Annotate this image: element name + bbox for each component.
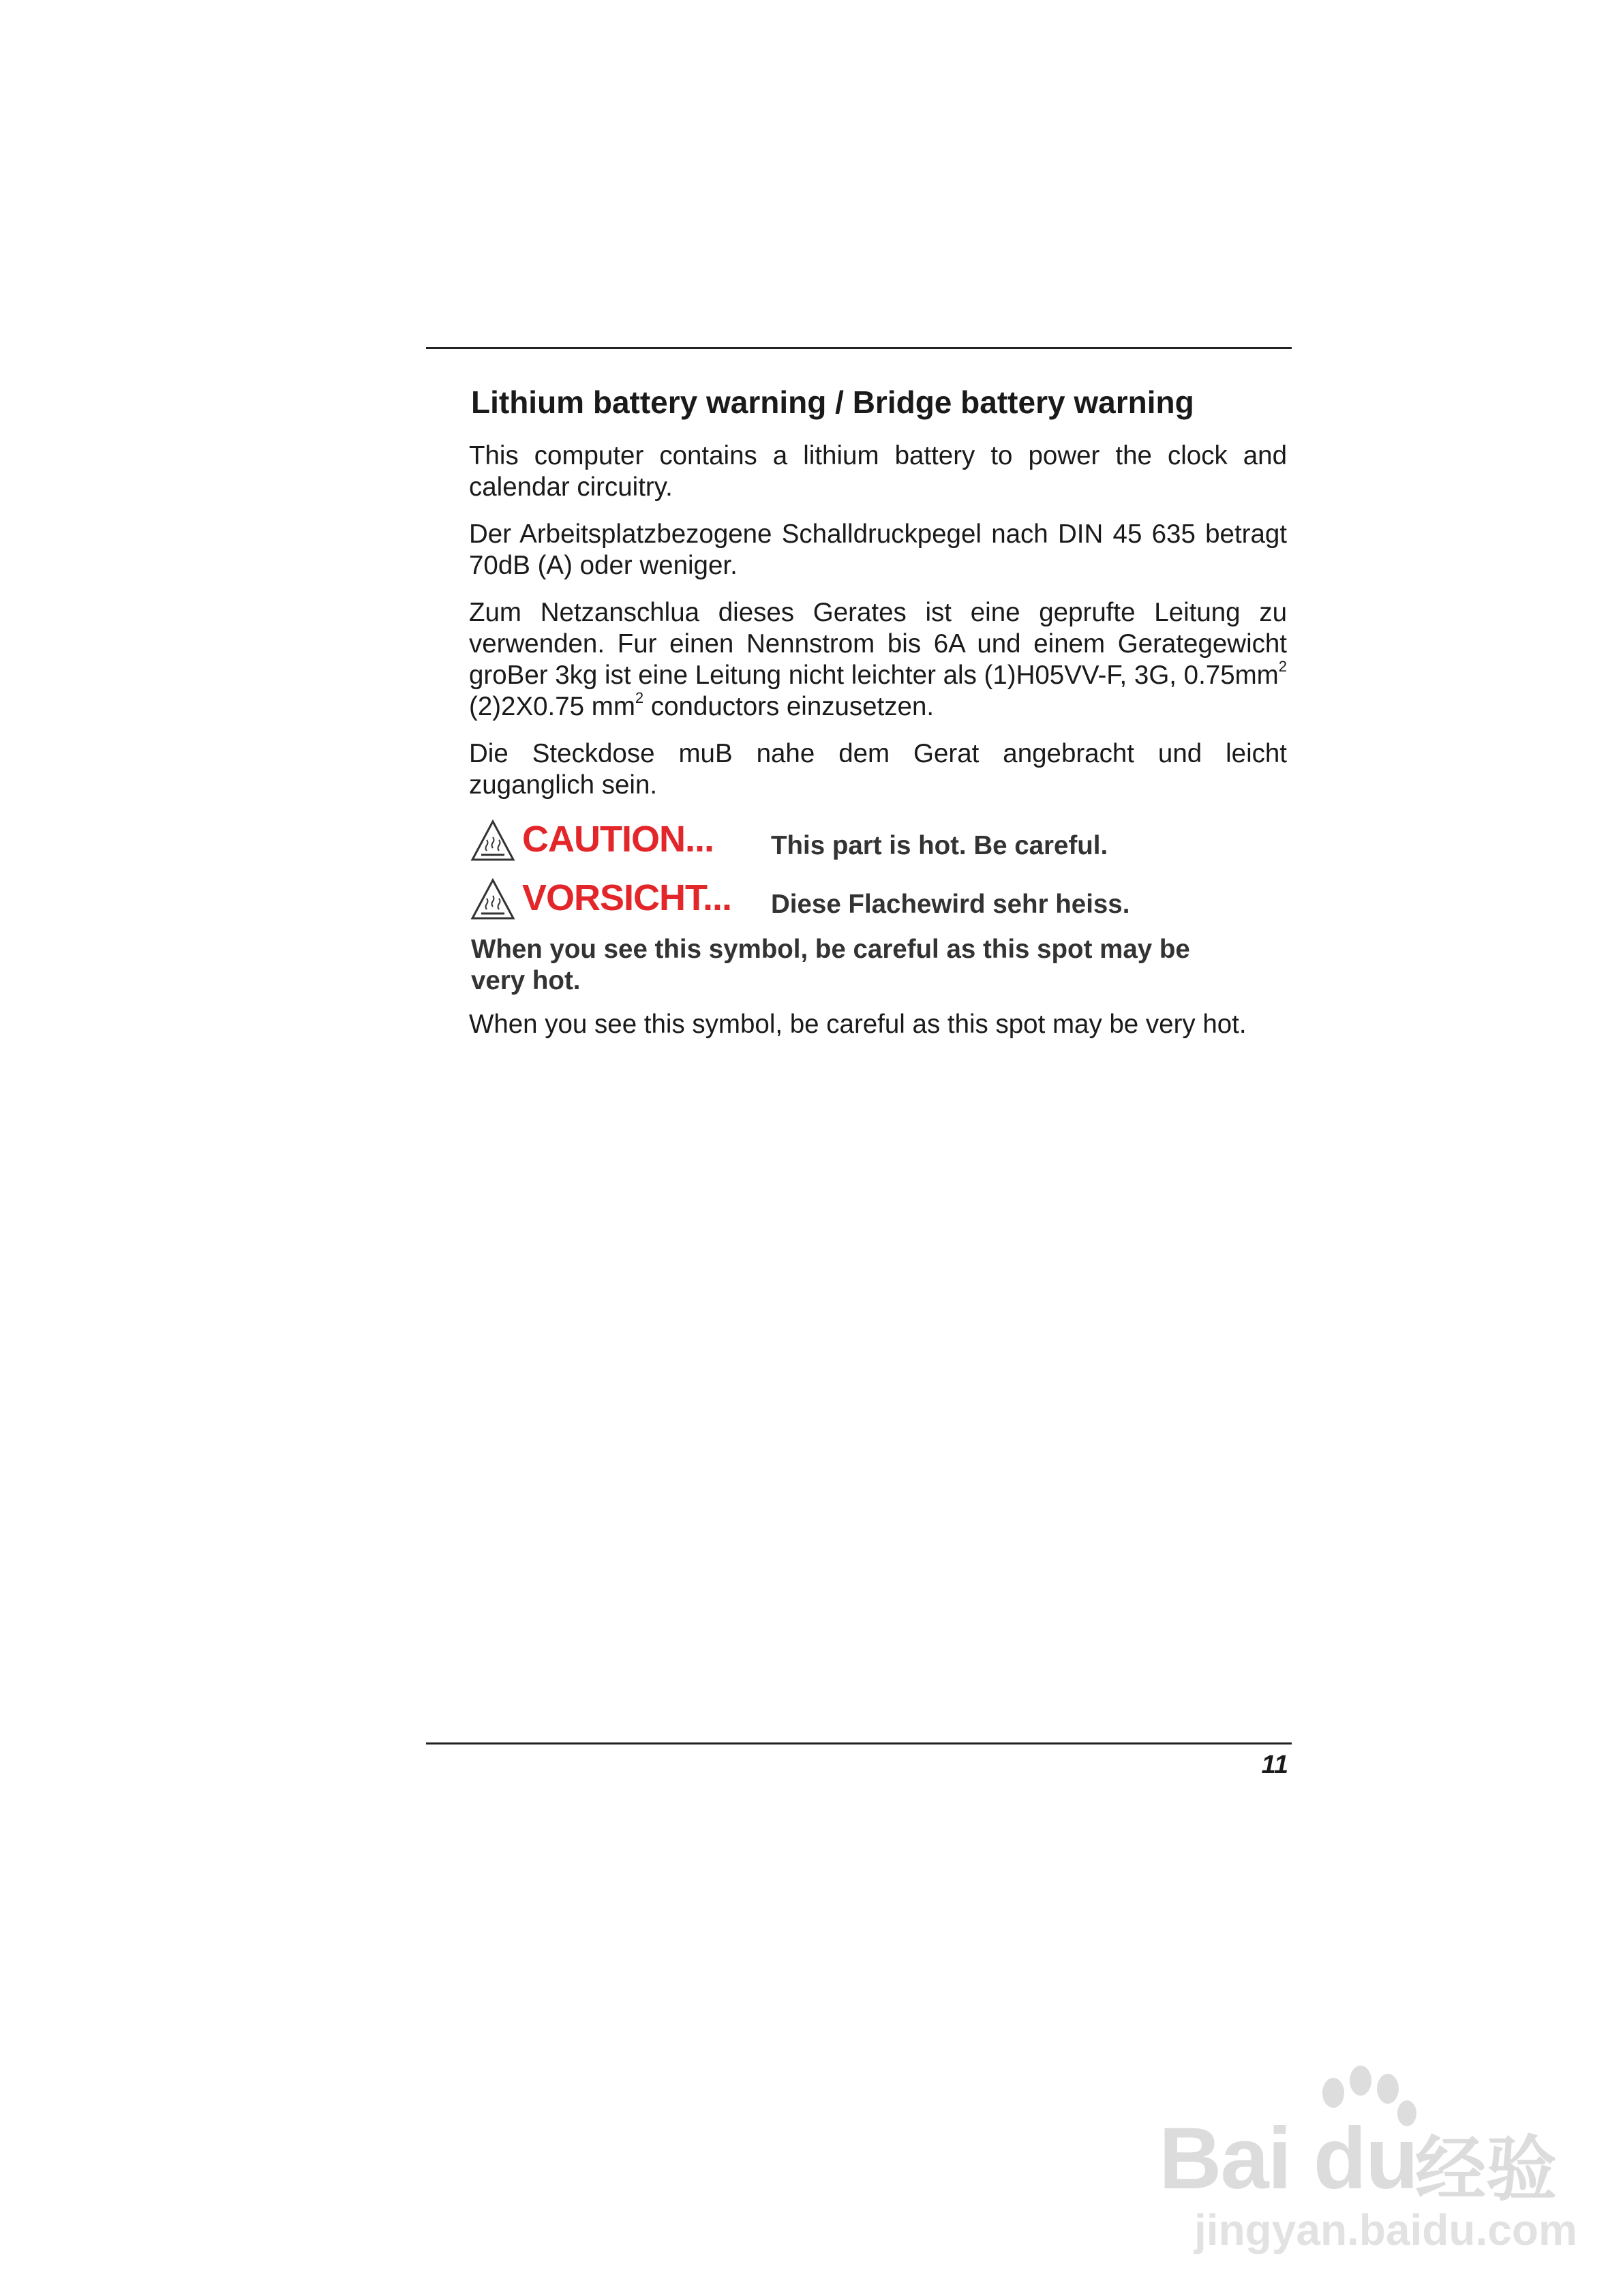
paragraph-power-cord [469, 597, 1287, 723]
caution-label: CAUTION... [522, 819, 714, 860]
page-number: 11 [1261, 1751, 1288, 1779]
section-title: Lithium battery warning / Bridge battery warning [471, 384, 1194, 420]
hot-symbol-note: When you see this symbol, be careful as this spot may be very hot. [469, 1010, 1247, 1039]
power-cord-text-3: conductors einzusetzen. [643, 692, 935, 721]
caution-warning [469, 817, 1287, 875]
hot-surface-warning-icon [470, 878, 515, 920]
vorsicht-warning [469, 875, 1287, 934]
superscript-2: 2 [635, 689, 644, 707]
power-cord-text-1: Zum Netzanschlua dieses Gerates ist eine geprufte Leitung zu verwenden. Fur einen Nennstrom bis 6A und einem Gerategewicht groBer 3kg ist eine Leitung nicht leichter als (1)H05VV-F, 3G, 0.75mm [469, 598, 1287, 690]
watermark [1145, 2066, 1577, 2256]
caution-message: This part is hot. Be careful. [771, 831, 1108, 860]
paragraph-noise-level: Der Arbeitsplatzbezogene Schalldruckpegel nach DIN 45 635 betragt 70dB (A) oder weniger. [469, 519, 1287, 580]
superscript-1: 2 [1278, 658, 1287, 676]
hot-symbol-note-bold: When you see this symbol, be careful as this spot may be very hot. [471, 935, 1190, 995]
paragraph-socket: Die Steckdose muB nahe dem Gerat angebracht und leicht zuganglich sein. [469, 739, 1287, 800]
vorsicht-label: VORSICHT... [522, 877, 732, 918]
vorsicht-message: Diese Flachewird sehr heiss. [771, 890, 1130, 919]
watermark-brand-cn: 经验 [1415, 2130, 1558, 2209]
hot-surface-warning-icon [470, 819, 515, 862]
power-cord-text-2: (2)2X0.75 mm [469, 692, 635, 721]
watermark-site: jingyan.baidu.com [1194, 2205, 1577, 2254]
paragraph-lithium-battery: This computer contains a lithium battery to power the clock and calendar circuitry. [469, 441, 1287, 502]
header-rule [426, 347, 1292, 349]
page-content [469, 382, 1287, 1056]
watermark-brand: Bai du [1159, 2110, 1418, 2207]
footer-rule [426, 1742, 1292, 1744]
